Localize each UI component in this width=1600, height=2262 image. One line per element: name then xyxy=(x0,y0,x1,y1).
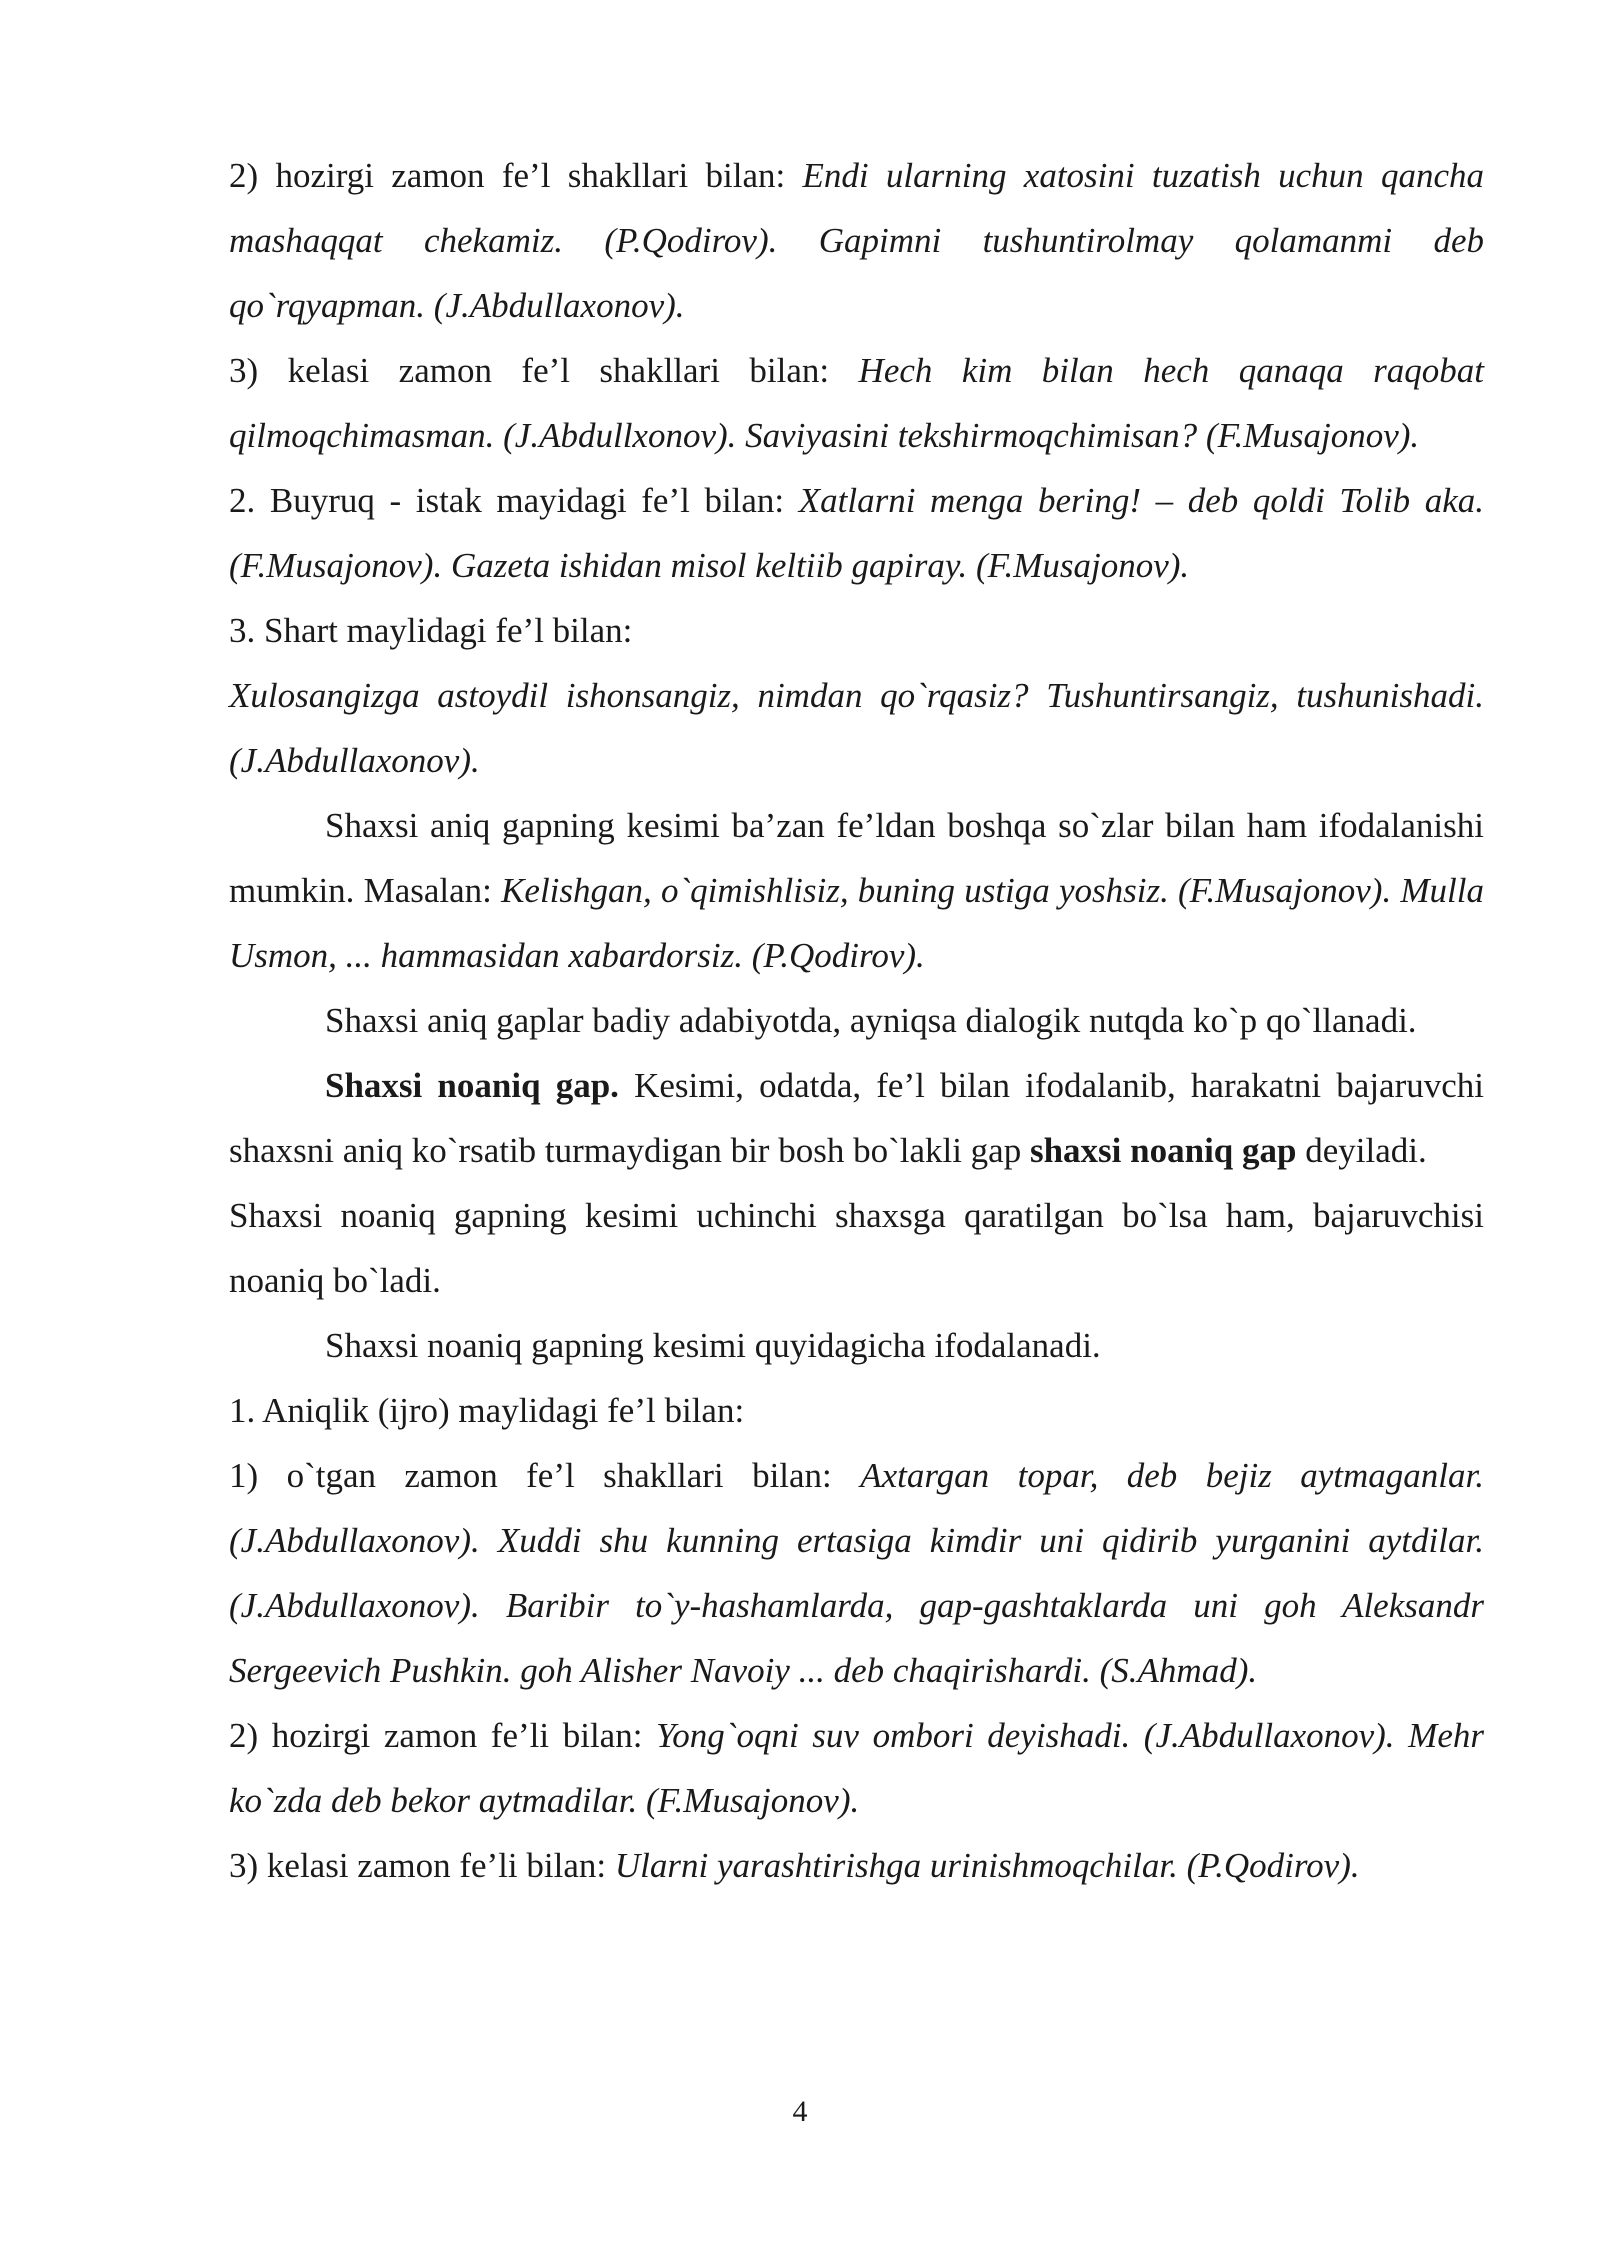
page-number: 4 xyxy=(792,2095,808,2128)
text-run: 3) kelasi zamon fe’l shakllari bilan: xyxy=(229,351,859,390)
text-run: 1. Aniqlik (ijro) maylidagi fe’l bilan: xyxy=(229,1391,745,1430)
italic-text: Kelishgan, o`qimishlisiz, buning ustiga yoshsiz. (F.Musajonov). Mulla Usmon, ... hammasidan xabardorsiz. (P.Qodirov). xyxy=(229,871,1484,975)
text-run: 3) kelasi zamon fe’li bilan: xyxy=(229,1846,615,1885)
text-run: 2) hozirgi zamon fe’l shakllari bilan: xyxy=(229,156,803,195)
bold-text: shaxsi noaniq gap xyxy=(1029,1131,1297,1170)
paragraph xyxy=(229,663,1484,793)
paragraph xyxy=(229,468,1484,598)
paragraph xyxy=(229,1378,1484,1443)
italic-text: Hech kim bilan hech qanaqa raqobat qilmoqchimasman. (J.Abdullxonov). Saviyasini tekshirmoqchimisan? (F.Musajonov). xyxy=(229,351,1484,455)
paragraph xyxy=(229,1183,1484,1313)
paragraph xyxy=(229,988,1484,1053)
paragraph xyxy=(229,338,1484,468)
text-run: 3. Shart maylidagi fe’l bilan: xyxy=(229,611,633,650)
text-run: 2. Buyruq - istak mayidagi fe’l bilan: xyxy=(229,481,799,520)
paragraph xyxy=(229,1703,1484,1833)
italic-text: Axtargan topar, deb bejiz aytmaganlar. (J.Abdullaxonov). Xuddi shu kunning ertasiga kimdir uni qidirib yurganini aytdilar. (J.Abdullaxonov). Baribir to`y-hashamlarda, gap-gashtaklarda uni goh Aleksandr Sergeevich Pushkin. goh Alisher Navoiy ... deb chaqirishardi. (S.Ahmad). xyxy=(229,1456,1484,1690)
text-run: Shaxsi aniq gapning kesimi ba’zan fe’ldan boshqa so`zlar bilan ham ifodalanishi mumkin. Masalan: xyxy=(229,806,1484,910)
paragraph xyxy=(229,1313,1484,1378)
text-run: Kesimi, odatda, fe’l bilan ifodalanib, harakatni bajaruvchi shaxsni aniq ko`rsatib turmaydigan bir bosh bo`lakli gap xyxy=(229,1066,1484,1170)
italic-text: Xulosangizga astoydil ishonsangiz, nimdan qo`rqasiz? Tushuntirsangiz, tushunishadi. (J.Abdullaxonov). xyxy=(229,676,1484,780)
text-run: Shaxsi noaniq gapning kesimi uchinchi shaxsga qaratilgan bo`lsa ham, bajaruvchisi noaniq bo`ladi. xyxy=(229,1196,1484,1300)
italic-text: Yong`oqni suv ombori deyishadi. (J.Abdullaxonov). Mehr ko`zda deb bekor aytmadilar. (F.Musajonov). xyxy=(229,1716,1484,1820)
italic-text: Xatlarni menga bering! – deb qoldi Tolib aka. (F.Musajonov). Gazeta ishidan misol keltiib gapiray. (F.Musajonov). xyxy=(229,481,1484,585)
italic-text: Endi ularning xatosini tuzatish uchun qancha mashaqqat chekamiz. (P.Qodirov). Gapimni tushuntirolmay qolamanmi deb qo`rqyapman. (J.Abdullaxonov). xyxy=(229,156,1484,325)
paragraph xyxy=(229,143,1484,338)
italic-text: Ularni yarashtirishga urinishmoqchilar. (P.Qodirov). xyxy=(614,1846,1360,1885)
text-run: Shaxsi aniq gaplar badiy adabiyotda, ayniqsa dialogik nutqda ko`p qo`llanadi. xyxy=(325,1001,1417,1040)
text-run: deyiladi. xyxy=(1296,1131,1427,1170)
paragraph xyxy=(229,1833,1484,1898)
text-run: Shaxsi noaniq gapning kesimi quyidagicha ifodalanadi. xyxy=(325,1326,1101,1365)
bold-text: Shaxsi noaniq gap. xyxy=(325,1066,619,1105)
paragraph xyxy=(229,1443,1484,1703)
paragraph xyxy=(229,1053,1484,1183)
paragraph xyxy=(229,598,1484,663)
paragraph xyxy=(229,793,1484,988)
document-body xyxy=(229,143,1484,1898)
text-run: 2) hozirgi zamon fe’li bilan: xyxy=(229,1716,657,1755)
text-run: 1) o`tgan zamon fe’l shakllari bilan: xyxy=(229,1456,861,1495)
